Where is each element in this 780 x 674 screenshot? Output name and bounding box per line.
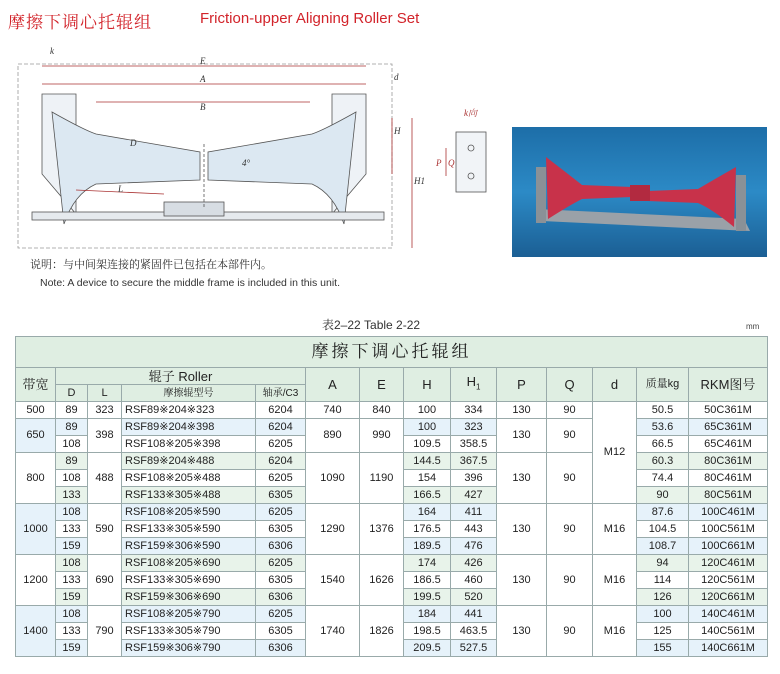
table-row: [16, 402, 768, 419]
cell-L: 590: [88, 504, 122, 555]
cell-L: 690: [88, 555, 122, 606]
cell-H: 186.5: [404, 572, 451, 589]
cell-d: M16: [593, 606, 637, 657]
cell-bearing: 6205: [256, 436, 306, 453]
cell-d: M12: [593, 402, 637, 504]
cell-D: 89: [56, 419, 88, 436]
label-P: P: [436, 158, 442, 168]
cell-H: 198.5: [404, 623, 451, 640]
cell-mass: 74.4: [637, 470, 689, 487]
header-mass: 质量kg: [637, 368, 689, 402]
cell-L: 790: [88, 606, 122, 657]
label-E: E: [200, 56, 206, 66]
cell-D: 133: [56, 487, 88, 504]
cell-width: 1200: [16, 555, 56, 606]
cell-model: RSF133※305※590: [122, 521, 256, 538]
label-Q: Q: [448, 158, 455, 168]
cell-model: RSF108※205※590: [122, 504, 256, 521]
spec-table: [15, 336, 768, 657]
cell-A: 1540: [306, 555, 360, 606]
cell-D: 89: [56, 453, 88, 470]
cell-D: 89: [56, 402, 88, 419]
label-D: D: [130, 138, 137, 148]
table-header-main: 摩擦下调心托辊组: [16, 337, 768, 368]
cell-rkm: 100C561M: [689, 521, 768, 538]
cell-H1: 334: [451, 402, 497, 419]
cell-H1: 463.5: [451, 623, 497, 640]
cell-model: RSF159※306※790: [122, 640, 256, 657]
cell-rkm: 120C661M: [689, 589, 768, 606]
technical-drawing: [14, 34, 434, 256]
cell-bearing: 6205: [256, 555, 306, 572]
cell-Q: 90: [547, 419, 593, 453]
cell-Q: 90: [547, 606, 593, 657]
cell-H: 189.5: [404, 538, 451, 555]
cell-rkm: 80C561M: [689, 487, 768, 504]
cell-rkm: 100C661M: [689, 538, 768, 555]
cell-bearing: 6205: [256, 504, 306, 521]
cell-H1: 427: [451, 487, 497, 504]
cell-H1: 443: [451, 521, 497, 538]
cell-A: 890: [306, 419, 360, 453]
cell-D: 159: [56, 589, 88, 606]
table-caption: 表2–22 Table 2-22: [322, 318, 421, 332]
cell-L: 488: [88, 453, 122, 504]
label-kview: k向: [464, 108, 477, 118]
label-A: A: [200, 74, 206, 84]
label-L: L: [118, 184, 124, 194]
cell-rkm: 80C461M: [689, 470, 768, 487]
cell-width: 1000: [16, 504, 56, 555]
cell-H: 199.5: [404, 589, 451, 606]
cell-width: 1400: [16, 606, 56, 657]
cell-bearing: 6205: [256, 470, 306, 487]
cell-mass: 60.3: [637, 453, 689, 470]
cell-H1: 367.5: [451, 453, 497, 470]
cell-model: RSF159※306※690: [122, 589, 256, 606]
table-row: [16, 606, 768, 623]
cell-bearing: 6205: [256, 606, 306, 623]
cell-mass: 100: [637, 606, 689, 623]
cell-H: 144.5: [404, 453, 451, 470]
cell-bearing: 6305: [256, 572, 306, 589]
header-A: A: [306, 368, 360, 402]
cell-bearing: 6204: [256, 453, 306, 470]
cell-mass: 50.5: [637, 402, 689, 419]
cell-bearing: 6305: [256, 487, 306, 504]
cell-rkm: 140C661M: [689, 640, 768, 657]
cell-mass: 155: [637, 640, 689, 657]
table-row: [16, 504, 768, 521]
label-d: d: [394, 72, 399, 82]
cell-mass: 126: [637, 589, 689, 606]
cell-D: 133: [56, 623, 88, 640]
header-width: 带宽: [16, 368, 56, 402]
cell-rkm: 120C461M: [689, 555, 768, 572]
cell-mass: 94: [637, 555, 689, 572]
cell-width: 800: [16, 453, 56, 504]
header-model: 摩擦辊型号: [122, 385, 256, 402]
cell-H: 176.5: [404, 521, 451, 538]
cell-model: RSF108※205※488: [122, 470, 256, 487]
header-L: L: [88, 385, 122, 402]
cell-E: 1826: [360, 606, 404, 657]
note-cn: 说明：与中间架连接的紧固件已包括在本部件内。: [30, 258, 272, 271]
cell-model: RSF108※205※398: [122, 436, 256, 453]
header-rkm: RKM图号: [689, 368, 768, 402]
cell-P: 130: [497, 555, 547, 606]
cell-bearing: 6305: [256, 521, 306, 538]
cell-rkm: 120C561M: [689, 572, 768, 589]
cell-P: 130: [497, 402, 547, 419]
header-roller: 辊子 Roller: [56, 368, 306, 385]
cell-Q: 90: [547, 504, 593, 555]
cell-width: 650: [16, 419, 56, 453]
cell-H1: 358.5: [451, 436, 497, 453]
cell-H: 164: [404, 504, 451, 521]
cell-rkm: 100C461M: [689, 504, 768, 521]
cell-Q: 90: [547, 555, 593, 606]
cell-bearing: 6305: [256, 623, 306, 640]
cell-Q: 90: [547, 453, 593, 504]
table-row: [16, 453, 768, 470]
cell-rkm: 65C361M: [689, 419, 768, 436]
cell-E: 1376: [360, 504, 404, 555]
cell-H: 109.5: [404, 436, 451, 453]
cell-bearing: 6306: [256, 640, 306, 657]
cell-mass: 66.5: [637, 436, 689, 453]
cell-rkm: 65C461M: [689, 436, 768, 453]
header-E: E: [360, 368, 404, 402]
cell-A: 1090: [306, 453, 360, 504]
cell-model: RSF89※204※398: [122, 419, 256, 436]
cell-D: 159: [56, 640, 88, 657]
header-H: H: [404, 368, 451, 402]
k-view-drawing: [434, 100, 504, 230]
cell-E: 1626: [360, 555, 404, 606]
cell-H1: 520: [451, 589, 497, 606]
page-title-cn: 摩擦下调心托辊组: [8, 13, 152, 33]
product-photo: [512, 127, 767, 257]
cell-D: 108: [56, 436, 88, 453]
cell-P: 130: [497, 504, 547, 555]
cell-E: 840: [360, 402, 404, 419]
cell-mass: 104.5: [637, 521, 689, 538]
table-row: [16, 555, 768, 572]
note-en: Note: A device to secure the middle frame is included in this unit.: [40, 277, 340, 289]
page-title-en: Friction-upper Aligning Roller Set: [200, 10, 420, 27]
table-unit: mm: [746, 322, 760, 331]
cell-E: 1190: [360, 453, 404, 504]
cell-H1: 527.5: [451, 640, 497, 657]
cell-mass: 108.7: [637, 538, 689, 555]
cell-mass: 90: [637, 487, 689, 504]
header-H1: $H_1$: [451, 368, 497, 402]
cell-H1: 426: [451, 555, 497, 572]
label-H: H: [394, 126, 401, 136]
cell-A: 740: [306, 402, 360, 419]
cell-mass: 87.6: [637, 504, 689, 521]
label-k: k: [50, 46, 54, 56]
cell-A: 1740: [306, 606, 360, 657]
cell-L: 323: [88, 402, 122, 419]
cell-H: 154: [404, 470, 451, 487]
cell-P: 130: [497, 419, 547, 453]
spec-table-body: [16, 402, 768, 657]
header-Q: Q: [547, 368, 593, 402]
cell-A: 1290: [306, 504, 360, 555]
cell-model: RSF133※305※488: [122, 487, 256, 504]
cell-D: 133: [56, 521, 88, 538]
label-angle: 4°: [242, 158, 251, 168]
cell-H1: 460: [451, 572, 497, 589]
header-D: D: [56, 385, 88, 402]
header-d: d: [593, 368, 637, 402]
cell-H: 100: [404, 402, 451, 419]
table-row: [16, 419, 768, 436]
cell-model: RSF89※204※488: [122, 453, 256, 470]
cell-mass: 125: [637, 623, 689, 640]
cell-H: 166.5: [404, 487, 451, 504]
cell-D: 108: [56, 606, 88, 623]
cell-rkm: 50C361M: [689, 402, 768, 419]
roller-set-illustration: [512, 127, 767, 257]
cell-D: 133: [56, 572, 88, 589]
cell-bearing: 6306: [256, 538, 306, 555]
cell-width: 500: [16, 402, 56, 419]
cell-bearing: 6306: [256, 589, 306, 606]
cell-model: RSF108※205※790: [122, 606, 256, 623]
cell-E: 990: [360, 419, 404, 453]
cell-rkm: 140C461M: [689, 606, 768, 623]
cell-P: 130: [497, 453, 547, 504]
cell-H1: 323: [451, 419, 497, 436]
cell-H1: 441: [451, 606, 497, 623]
cell-P: 130: [497, 606, 547, 657]
cell-model: RSF159※306※590: [122, 538, 256, 555]
cell-H1: 411: [451, 504, 497, 521]
cell-d: M16: [593, 555, 637, 606]
cell-H: 209.5: [404, 640, 451, 657]
header-bearing: 轴承/C3: [256, 385, 306, 402]
cell-D: 108: [56, 470, 88, 487]
cell-H: 174: [404, 555, 451, 572]
cell-rkm: 80C361M: [689, 453, 768, 470]
cell-bearing: 6204: [256, 419, 306, 436]
cell-rkm: 140C561M: [689, 623, 768, 640]
label-B: B: [200, 102, 206, 112]
cell-D: 108: [56, 504, 88, 521]
cell-H1: 476: [451, 538, 497, 555]
cell-d: M16: [593, 504, 637, 555]
cell-Q: 90: [547, 402, 593, 419]
cell-model: RSF133※305※690: [122, 572, 256, 589]
cell-H: 100: [404, 419, 451, 436]
label-H1: H1: [414, 176, 425, 186]
cell-model: RSF133※305※790: [122, 623, 256, 640]
cell-bearing: 6204: [256, 402, 306, 419]
cell-L: 398: [88, 419, 122, 453]
cell-D: 159: [56, 538, 88, 555]
cell-H: 184: [404, 606, 451, 623]
cell-model: RSF108※205※690: [122, 555, 256, 572]
cell-H1: 396: [451, 470, 497, 487]
cell-D: 108: [56, 555, 88, 572]
cell-mass: 53.6: [637, 419, 689, 436]
cell-model: RSF89※204※323: [122, 402, 256, 419]
cell-mass: 114: [637, 572, 689, 589]
header-P: P: [497, 368, 547, 402]
